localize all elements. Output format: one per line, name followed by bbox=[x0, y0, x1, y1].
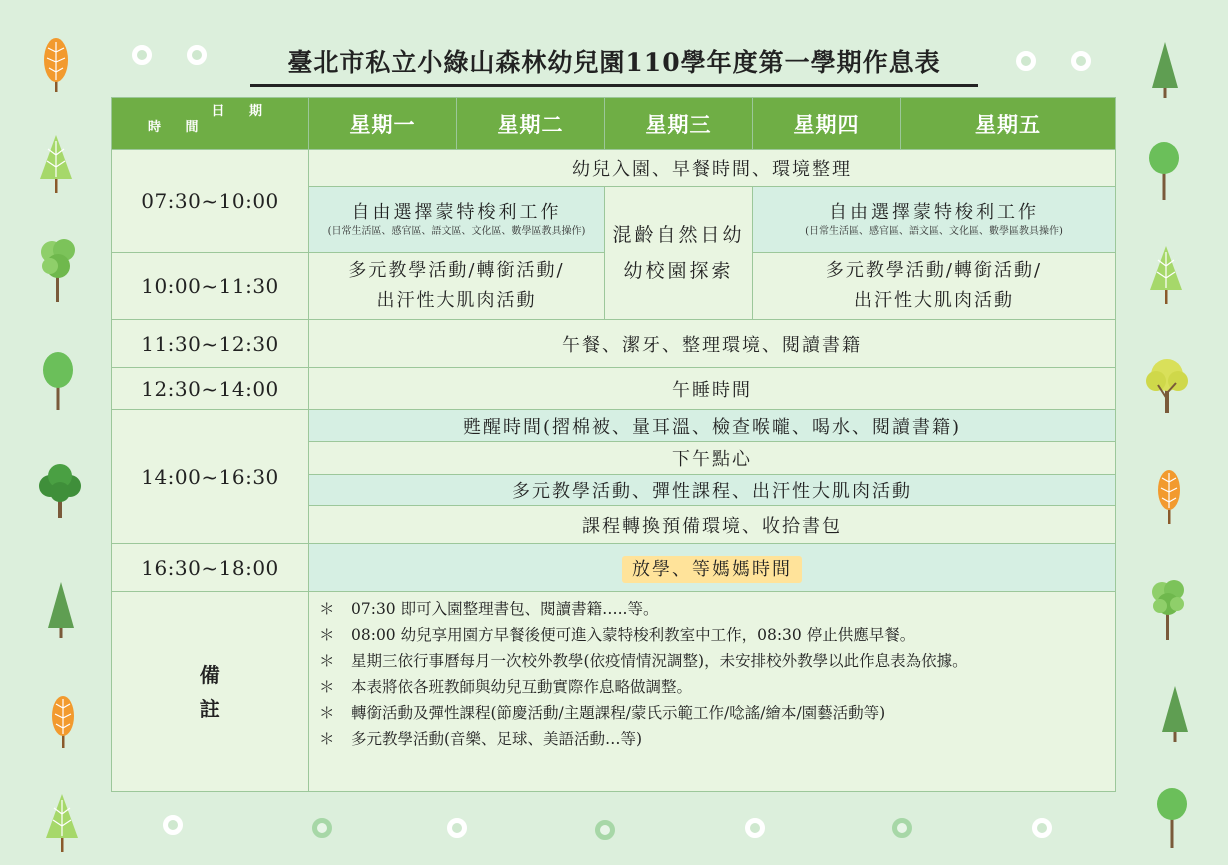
round-tree-icon bbox=[1146, 140, 1182, 200]
activity-line: 多元教學活動/轉銜活動/ bbox=[825, 260, 1043, 281]
activity-title: 自由選擇蒙特梭利工作 bbox=[829, 201, 1039, 223]
remarks-cell bbox=[309, 592, 1116, 792]
note-text: 多元教學活動(音樂、足球、美語活動…等) bbox=[351, 730, 643, 748]
remarks-label: 註 bbox=[199, 696, 221, 721]
pine-tree-icon bbox=[1150, 40, 1180, 98]
activity-line: 出汗性大肌肉活動 bbox=[376, 290, 537, 311]
day-header-wed: 星期三 bbox=[605, 98, 753, 150]
pine-tree-icon bbox=[46, 580, 76, 638]
note-text: 轉銜活動及彈性課程(節慶活動/主題課程/蒙氏示範工作/唸謠/繪本/園藝活動等) bbox=[351, 704, 886, 722]
activity-cell: 幼兒入園、早餐時間、環境整理 bbox=[309, 150, 1116, 187]
orange-leaf-icon bbox=[48, 694, 78, 748]
activity-line: 出汗性大肌肉活動 bbox=[854, 290, 1014, 311]
activity-cell: 課程轉換預備環境、收拾書包 bbox=[309, 506, 1116, 544]
decor-dot bbox=[595, 820, 615, 840]
activity-cell bbox=[753, 253, 1116, 320]
round-tree-icon bbox=[40, 350, 76, 410]
activity-subtitle: (日常生活區、感官區、語文區、文化區、數學區教具操作) bbox=[805, 225, 1063, 237]
round-tree-icon bbox=[1154, 786, 1190, 848]
asterisk-icon: ＊ bbox=[319, 626, 335, 644]
yellow-tree-icon bbox=[1144, 355, 1190, 413]
decor-dot bbox=[132, 45, 152, 65]
asterisk-icon: ＊ bbox=[319, 730, 335, 748]
corner-time-label: 時 間 bbox=[148, 120, 209, 135]
triangle-tree-icon bbox=[38, 133, 74, 193]
decor-dot bbox=[892, 818, 912, 838]
orange-leaf-icon bbox=[40, 36, 72, 92]
page-title: 臺北市私立小綠山森林幼兒園110學年度第一學期作息表 bbox=[250, 44, 978, 87]
day-header-mon: 星期一 bbox=[309, 98, 457, 150]
time-slot: 11:30~12:30 bbox=[112, 320, 309, 368]
activity-cell: 甦醒時間(摺棉被、量耳溫、檢查喉嚨、喝水、閱讀書籍) bbox=[309, 410, 1116, 442]
note-item bbox=[319, 674, 1115, 700]
bushy-tree-icon bbox=[36, 462, 84, 518]
note-item bbox=[319, 622, 1115, 648]
note-text: 07:30 即可入園整理書包、閱讀書籍…..等。 bbox=[351, 600, 659, 618]
note-text: 08:00 幼兒享用園方早餐後便可進入蒙特梭利教室中工作，08:30 停止供應早餐。 bbox=[351, 626, 916, 644]
schedule-table bbox=[111, 97, 1116, 792]
activity-line: 多元教學活動/轉銜活動/ bbox=[348, 260, 565, 281]
decor-dot bbox=[745, 818, 765, 838]
decor-dot bbox=[1032, 818, 1052, 838]
wednesday-special-cell: 混齡自然日幼幼校園探索 bbox=[605, 187, 753, 320]
note-text: 本表將依各班教師與幼兒互動實際作息略做調整。 bbox=[351, 678, 693, 696]
note-item bbox=[319, 700, 1115, 726]
remarks-label-cell bbox=[112, 592, 309, 792]
corner-header bbox=[112, 98, 309, 150]
time-slot: 16:30~18:00 bbox=[112, 544, 309, 592]
activity-subtitle: (日常生活區、感官區、語文區、文化區、數學區教具操作) bbox=[327, 225, 586, 237]
time-slot: 10:00~11:30 bbox=[112, 253, 309, 320]
asterisk-icon: ＊ bbox=[319, 652, 335, 670]
note-item bbox=[319, 726, 1115, 752]
activity-cell bbox=[309, 253, 605, 320]
decor-dot bbox=[1016, 51, 1036, 71]
activity-cell: 多元教學活動、彈性課程、出汗性大肌肉活動 bbox=[309, 475, 1116, 506]
corner-day-label: 日 期 bbox=[211, 104, 272, 119]
asterisk-icon: ＊ bbox=[319, 600, 335, 618]
triangle-tree-icon bbox=[1148, 244, 1184, 304]
activity-cell bbox=[309, 544, 1116, 592]
time-slot: 14:00~16:30 bbox=[112, 410, 309, 544]
activity-title: 自由選擇蒙特梭利工作 bbox=[351, 201, 562, 223]
activity-cell: 午睡時間 bbox=[309, 368, 1116, 410]
dismissal-highlight: 放學、等媽媽時間 bbox=[622, 556, 802, 583]
note-text: 星期三依行事曆每月一次校外教學(依疫情情況調整)，未安排校外教學以此作息表為依據。 bbox=[351, 652, 968, 670]
activity-cell bbox=[309, 187, 605, 253]
remarks-label: 備 bbox=[199, 662, 221, 687]
day-header-tue: 星期二 bbox=[457, 98, 605, 150]
triangle-tree-icon bbox=[44, 792, 80, 852]
pine-tree-icon bbox=[1160, 684, 1190, 742]
decor-dot bbox=[447, 818, 467, 838]
time-slot: 07:30~10:00 bbox=[112, 150, 309, 253]
activity-cell: 午餐、潔牙、整理環境、閱讀書籍 bbox=[309, 320, 1116, 368]
orange-leaf-icon bbox=[1154, 468, 1184, 524]
asterisk-icon: ＊ bbox=[319, 678, 335, 696]
activity-cell bbox=[753, 187, 1116, 253]
day-header-thu: 星期四 bbox=[753, 98, 901, 150]
round-tree-icon bbox=[38, 232, 78, 302]
decor-dot bbox=[1071, 51, 1091, 71]
decor-dot bbox=[187, 45, 207, 65]
decor-dot bbox=[312, 818, 332, 838]
asterisk-icon: ＊ bbox=[319, 704, 335, 722]
time-slot: 12:30~14:00 bbox=[112, 368, 309, 410]
bushy-tree-icon bbox=[1148, 574, 1188, 640]
note-item bbox=[319, 648, 1115, 674]
note-item bbox=[319, 596, 1115, 622]
activity-cell: 下午點心 bbox=[309, 442, 1116, 475]
day-header-fri: 星期五 bbox=[901, 98, 1116, 150]
decor-dot bbox=[163, 815, 183, 835]
